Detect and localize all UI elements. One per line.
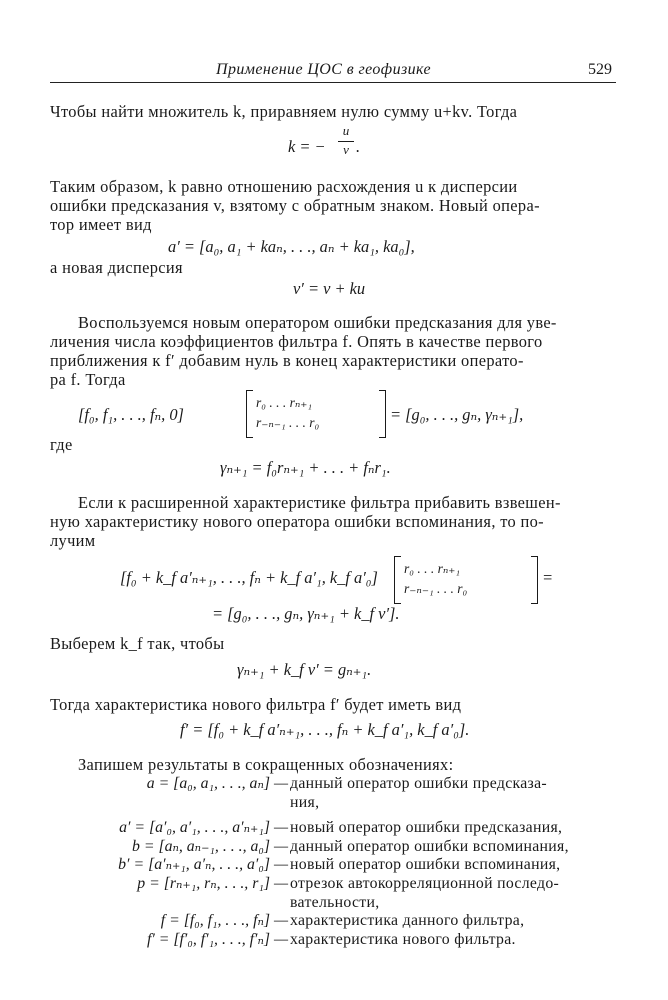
- definition-term: b = [aₙ, aₙ₋₁, . . ., a₀] —: [131, 838, 288, 855]
- paragraph-line: личения числа коэффициентов фильтра f. Опять в качестве первого: [50, 332, 543, 351]
- right-bracket: [379, 390, 386, 438]
- paragraph-line: Чтобы найти множитель k, приравняем нулю сумму u+kv. Тогда: [50, 102, 518, 121]
- fraction-numerator: u: [342, 123, 350, 138]
- equation-kf: γₙ₊₁ + k_f v′ = gₙ₊₁.: [237, 660, 372, 679]
- equation-f-lhs: [f₀, f₁, . . ., fₙ, 0]: [78, 405, 184, 424]
- definition-term: p = [rₙ₊₁, rₙ, . . ., r₁] —: [137, 875, 288, 892]
- paragraph-line: тор имеет вид: [50, 215, 152, 234]
- paragraph-line: Воспользуемся новым оператором ошибки предсказания для уве-: [78, 313, 557, 332]
- definition-term: f′ = [f′₀, f′₁, . . ., f′ₙ] —: [146, 931, 288, 948]
- paragraph-line: лучим: [50, 531, 96, 550]
- definition-text: новый оператор ошибки вспоминания,: [290, 856, 561, 873]
- paragraph-line: Выберем k_f так, чтобы: [50, 634, 225, 653]
- paragraph-line: Если к расширенной характеристике фильтра прибавить взвешен-: [78, 493, 561, 512]
- equation-ext-rhs: = [g₀, . . ., gₙ, γₙ₊₁ + k_f v′].: [212, 604, 400, 623]
- matrix-row: r₋ₙ₋₁ . . . r₀: [256, 415, 320, 430]
- equation-v-prime: v′ = v + ku: [293, 279, 366, 298]
- autocorrelation-matrix: [246, 390, 386, 436]
- definition-text: данный оператор ошибки предсказа-: [290, 775, 547, 792]
- matrix-row: r₋ₙ₋₁ . . . r₀: [404, 581, 468, 596]
- definition-text: данный оператор ошибки вспоминания,: [290, 838, 569, 855]
- definition-text: новый оператор ошибки предсказания,: [290, 819, 563, 836]
- paragraph-line: ошибки предсказания v, взятому с обратным знаком. Новый опера-: [50, 196, 540, 215]
- matrix-row: r₀ . . . rₙ₊₁: [404, 561, 461, 576]
- paragraph-line: Таким образом, k равно отношению расхождения u к дисперсии: [50, 177, 518, 196]
- running-title: Применение ЦОС в геофизике: [216, 61, 431, 78]
- left-bracket: [246, 390, 253, 438]
- equation-f-prime: f′ = [f₀ + k_f a′ₙ₊₁, . . ., fₙ + k_f a′₁, k_f a′₀].: [180, 720, 470, 739]
- equation-k-lhs: k = −: [288, 137, 326, 156]
- paragraph-line: ра f. Тогда: [50, 370, 126, 389]
- page-header: [50, 58, 616, 83]
- paragraph-line: Запишем результаты в сокращенных обозначениях:: [78, 755, 454, 774]
- definition-text: ния,: [290, 794, 320, 811]
- definition-term: a = [a₀, a₁, . . ., aₙ] —: [146, 775, 288, 792]
- equation-ext-lhs: [f₀ + k_f a′ₙ₊₁, . . ., fₙ + k_f a′₁, k_f a′₀]: [120, 568, 378, 587]
- autocorrelation-matrix: [394, 556, 538, 602]
- definition-text: отрезок автокорреляционной последо-: [290, 875, 560, 892]
- definition-term: b′ = [a′ₙ₊₁, a′ₙ, . . ., a′₀] —: [118, 856, 288, 873]
- definition-text: характеристика данного фильтра,: [290, 912, 525, 929]
- right-bracket: [531, 556, 538, 604]
- equation-ext-eq: =: [542, 568, 554, 587]
- definition-text: характеристика нового фильтра.: [290, 931, 516, 948]
- paragraph-line: Тогда характеристика нового фильтра f′ будет иметь вид: [50, 695, 462, 714]
- left-bracket: [394, 556, 401, 604]
- equation-k-end: .: [356, 137, 361, 156]
- page-number: 529: [588, 61, 612, 78]
- paragraph-line: а новая дисперсия: [50, 258, 183, 277]
- equation-f-rhs: = [g₀, . . ., gₙ, γₙ₊₁],: [390, 405, 524, 424]
- equation-a-prime: a′ = [a₀, a₁ + kaₙ, . . ., aₙ + ka₁, ka₀],: [168, 237, 415, 256]
- paragraph-line: где: [50, 435, 73, 454]
- paragraph-line: ную характеристику нового оператора ошибки вспоминания, то по-: [50, 512, 544, 531]
- definition-term: f = [f₀, f₁, . . ., fₙ] —: [160, 912, 288, 929]
- definition-text: вательности,: [290, 894, 380, 911]
- definition-term: a′ = [a′₀, a′₁, . . ., a′ₙ₊₁] —: [119, 819, 288, 836]
- matrix-row: r₀ . . . rₙ₊₁: [256, 395, 313, 410]
- equation-gamma: γₙ₊₁ = f₀rₙ₊₁ + . . . + fₙr₁.: [220, 458, 391, 477]
- paragraph-line: приближения к f′ добавим нуль в конец характеристики операто-: [50, 351, 524, 370]
- fraction-denominator: v: [343, 142, 349, 157]
